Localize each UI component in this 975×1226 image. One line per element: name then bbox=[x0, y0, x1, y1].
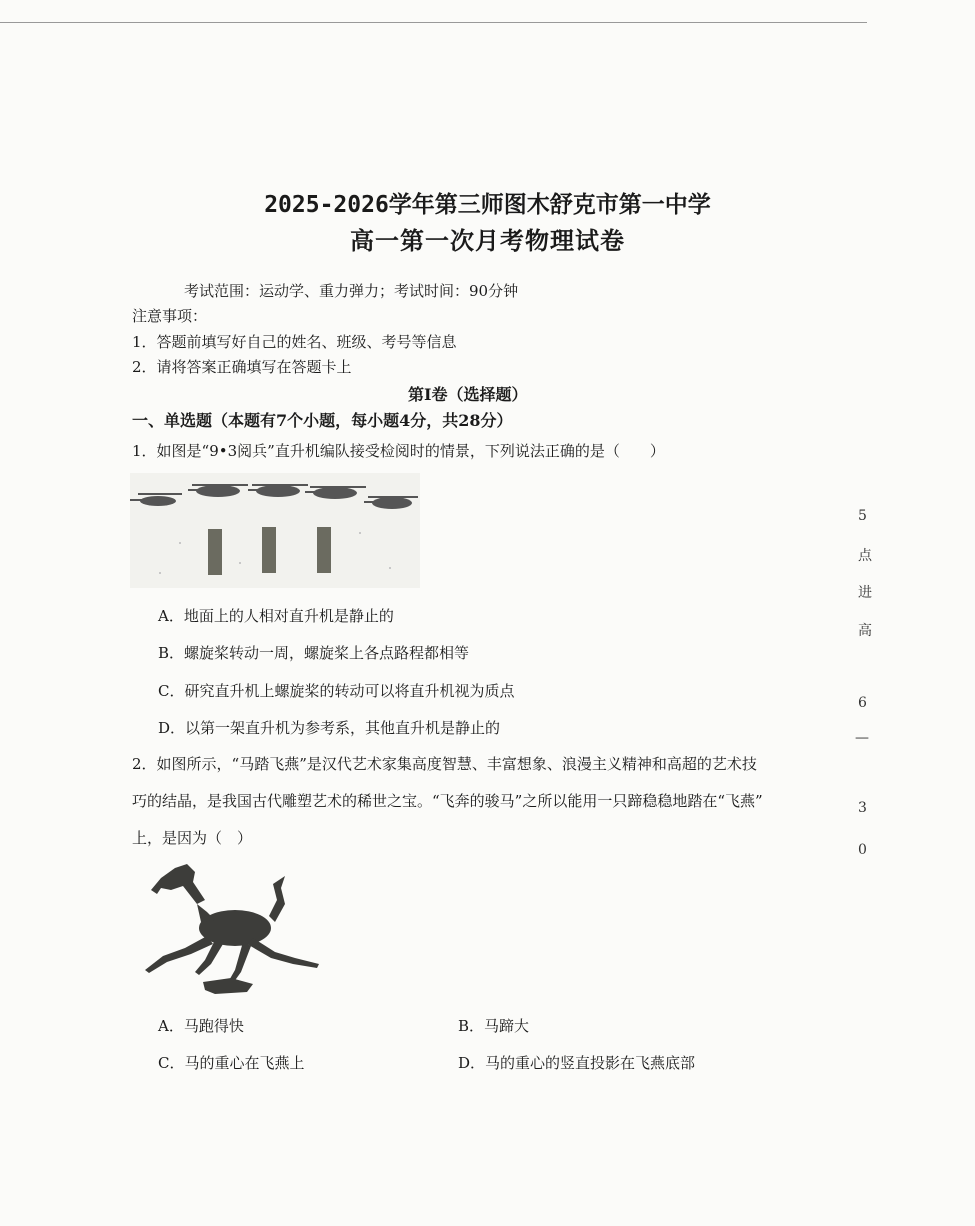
part-title: 一、单选题（本题有7个小题，每小题4分，共28分） bbox=[132, 411, 513, 430]
volume-title: 第I卷（选择题） bbox=[408, 385, 528, 404]
exam-scope: 考试范围：运动学、重力弹力；考试时间：90分钟 bbox=[184, 282, 519, 300]
margin-char: — bbox=[855, 730, 869, 746]
margin-char: 0 bbox=[858, 842, 867, 858]
q2-option-d: D．马的重心的竖直投影在飞燕底部 bbox=[458, 1054, 696, 1072]
margin-char: 6 bbox=[858, 695, 867, 711]
q2-stem-line1: 2．如图所示，“马踏飞燕”是汉代艺术家集高度智慧、丰富想象、浪漫主义精神和高超的艺术技 bbox=[132, 755, 757, 773]
margin-char: 进 bbox=[858, 585, 872, 601]
q1-option-b: B．螺旋桨转动一周，螺旋桨上各点路程都相等 bbox=[158, 644, 470, 662]
banner-bar bbox=[317, 527, 331, 573]
q2-option-a: A．马跑得快 bbox=[158, 1017, 244, 1035]
margin-char: 点 bbox=[858, 548, 872, 564]
top-rule bbox=[0, 22, 867, 23]
exam-title-line2: 高一第一次月考物理试卷 bbox=[350, 227, 625, 255]
helicopter-formation-image bbox=[130, 473, 420, 588]
exam-title-line1: 2025-2026学年第三师图木舒克市第一中学 bbox=[264, 192, 711, 218]
notice-item-1: 1．答题前填写好自己的姓名、班级、考号等信息 bbox=[132, 333, 457, 351]
banner-bar bbox=[262, 527, 276, 573]
galloping-horse-image bbox=[135, 860, 325, 1005]
margin-char: 高 bbox=[858, 623, 872, 639]
q2-option-c: C．马的重心在飞燕上 bbox=[158, 1054, 305, 1072]
margin-char: 5 bbox=[858, 508, 867, 524]
q1-option-a: A．地面上的人相对直升机是静止的 bbox=[158, 607, 394, 625]
q1-option-d: D．以第一架直升机为参考系，其他直升机是静止的 bbox=[158, 719, 501, 737]
q1-stem: 1．如图是“9•3阅兵”直升机编队接受检阅时的情景，下列说法正确的是（ ） bbox=[132, 442, 665, 460]
notice-item-2: 2．请将答案正确填写在答题卡上 bbox=[132, 358, 352, 376]
q2-stem-line2: 巧的结晶，是我国古代雕塑艺术的稀世之宝。“飞奔的骏马”之所以能用一只蹄稳稳地踏在“飞燕” bbox=[132, 792, 763, 810]
q1-option-c: C．研究直升机上螺旋桨的转动可以将直升机视为质点 bbox=[158, 682, 515, 700]
q2-option-b: B．马蹄大 bbox=[458, 1017, 530, 1035]
q2-stem-line3: 上，是因为（ ） bbox=[132, 829, 253, 847]
margin-char: 3 bbox=[858, 800, 867, 816]
notice-heading: 注意事项： bbox=[132, 307, 208, 325]
banner-bar bbox=[208, 529, 222, 575]
